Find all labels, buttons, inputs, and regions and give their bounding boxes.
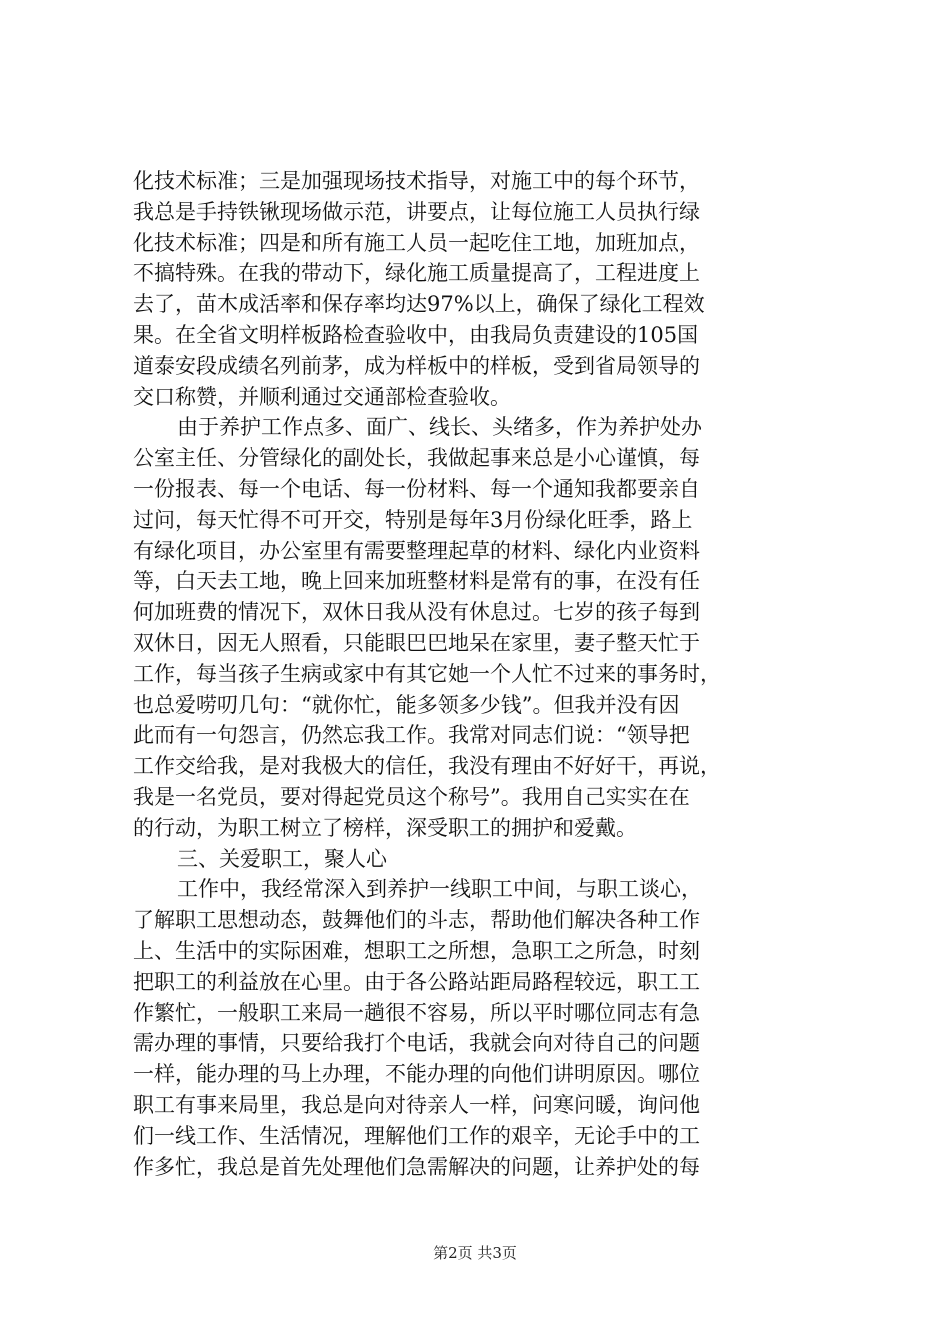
body-line: 一样，能办理的马上办理，不能办理的向他们讲明原因。哪位 — [133, 1062, 700, 1087]
body-line: 不搞特殊。在我的带动下，绿化施工质量提高了，工程进度上 — [133, 261, 700, 286]
body-line: 有绿化项目，办公室里有需要整理起草的材料、绿化内业资料 — [133, 538, 700, 563]
body-line: 需办理的事情，只要给我打个电话，我就会向对待自己的问题 — [133, 1031, 700, 1056]
body-line: 工作交给我，是对我极大的信任，我没有理由不好好干，再说， — [133, 754, 721, 779]
body-line: 作繁忙，一般职工来局一趟很不容易，所以平时哪位同志有急 — [133, 1000, 700, 1025]
body-line: 作多忙，我总是首先处理他们急需解决的问题，让养护处的每 — [133, 1154, 700, 1179]
body-line: 我总是手持铁锹现场做示范，讲要点，让每位施工人员执行绿 — [133, 199, 700, 224]
body-line: 去了，苗木成活率和保存率均达97%以上，确保了绿化工程效 — [133, 292, 705, 317]
paragraph-start-line: 由于养护工作点多、面广、线长、头绪多，作为养护处办 — [177, 415, 702, 440]
body-line: 化技术标准；四是和所有施工人员一起吃住工地，加班加点， — [133, 230, 700, 255]
body-line: 我是一名党员，要对得起党员这个称号”。我用自己实实在在 — [133, 784, 690, 809]
body-line: 化技术标准；三是加强现场技术指导，对施工中的每个环节， — [133, 169, 700, 193]
body-line: 果。在全省文明样板路检查验收中，由我局负责建设的105国 — [133, 322, 699, 347]
body-line: 何加班费的情况下，双休日我从没有休息过。七岁的孩子每到 — [133, 600, 700, 625]
body-line: 工作，每当孩子生病或家中有其它她一个人忙不过来的事务时， — [133, 661, 721, 686]
body-line: 交口称赞，并顺利通过交通部检查验收。 — [133, 384, 511, 409]
body-line: 们一线工作、生活情况，理解他们工作的艰辛，无论手中的工 — [133, 1123, 700, 1148]
body-line: 上、生活中的实际困难，想职工之所想，急职工之所急，时刻 — [133, 938, 700, 963]
paragraph-start-line: 工作中，我经常深入到养护一线职工中间，与职工谈心， — [177, 877, 702, 902]
body-line: 等，白天去工地，晚上回来加班整材料是常有的事，在没有任 — [133, 569, 700, 594]
body-line: 了解职工思想动态，鼓舞他们的斗志，帮助他们解决各种工作 — [133, 908, 700, 933]
page-number-footer: 第2页 共3页 — [433, 1244, 517, 1262]
body-line: 公室主任、分管绿化的副处长，我做起事来总是小心谨慎，每 — [133, 446, 700, 471]
body-line: 双休日，因无人照看，只能眼巴巴地呆在家里，妻子整天忙于 — [133, 630, 700, 655]
body-line: 也总爱唠叨几句：“就你忙，能多领多少钱”。但我并没有因 — [133, 692, 680, 717]
document-body — [133, 166, 843, 1182]
body-line: 一份报表、每一个电话、每一份材料、每一个通知我都要亲自 — [133, 476, 700, 501]
body-line: 的行动，为职工树立了榜样，深受职工的拥护和爱戴。 — [133, 815, 637, 840]
section-heading: 三、关爱职工，聚人心 — [177, 846, 387, 871]
body-line: 过问，每天忙得不可开交，特别是每年3月份绿化旺季，路上 — [133, 507, 693, 532]
body-line: 此而有一句怨言，仍然忘我工作。我常对同志们说：“领导把 — [133, 723, 690, 748]
body-line: 把职工的利益放在心里。由于各公路站距局路程较远，职工工 — [133, 969, 700, 994]
body-line: 职工有事来局里，我总是向对待亲人一样，问寒问暖，询问他 — [133, 1092, 700, 1117]
body-line: 道泰安段成绩名列前茅，成为样板中的样板，受到省局领导的 — [133, 353, 700, 378]
